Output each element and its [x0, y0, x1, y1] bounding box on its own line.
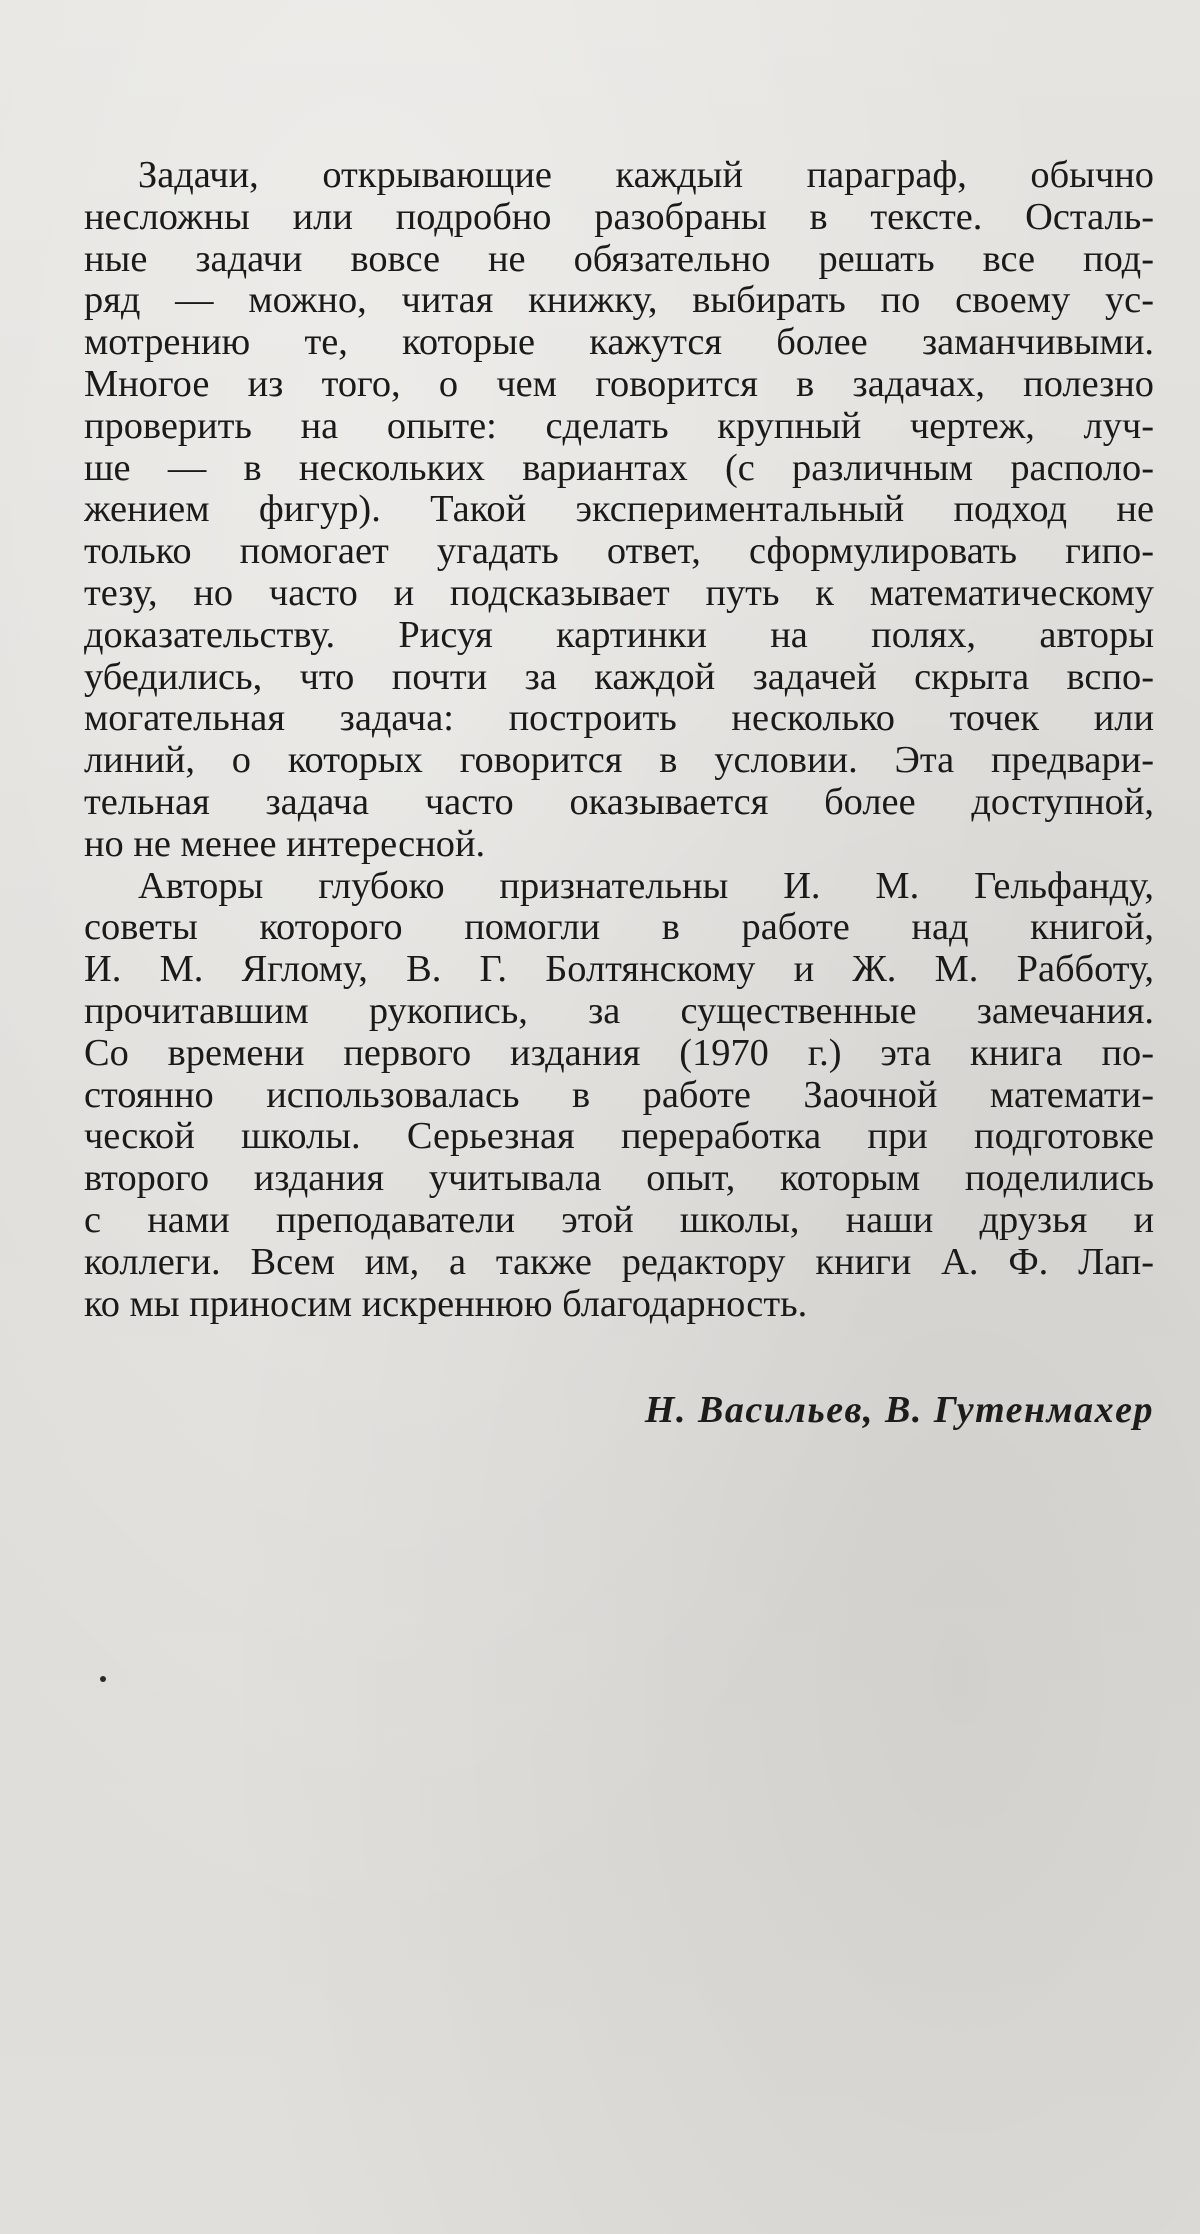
paragraph-1-line: тезу, но часто и подсказывает путь к математическому: [84, 572, 1154, 614]
paragraph-1-line: проверить на опыте: сделать крупный чертеж, луч-: [84, 405, 1154, 447]
paragraph-1-line: мотрению те, которые кажутся более заманчивыми.: [84, 322, 1154, 364]
paragraph-2-line: И. М. Яглому, В. Г. Болтянскому и Ж. М. Рабботу,: [84, 949, 1154, 991]
paragraph-1-line: ряд — можно, читая книжку, выбирать по своему ус-: [84, 280, 1154, 322]
paragraph-2-line: советы которого помогли в работе над книгой,: [84, 907, 1154, 949]
paragraph-2-line: ческой школы. Серьезная переработка при подготовке: [84, 1116, 1154, 1158]
paragraph-2-line: коллеги. Всем им, а также редактору книги А. Ф. Лап-: [84, 1241, 1154, 1283]
paragraph-2-line: Со времени первого издания (1970 г.) эта книга по-: [84, 1032, 1154, 1074]
paragraph-1-line: Многое из того, о чем говорится в задачах, полезно: [84, 363, 1154, 405]
paragraph-1-line: могательная задача: построить несколько точек или: [84, 698, 1154, 740]
authors-signature: Н. Васильев, В. Гутенмахер: [644, 1389, 1154, 1431]
paragraph-1-line: линий, о которых говорится в условии. Эта предвари-: [84, 740, 1154, 782]
preface-text: [84, 155, 1154, 1325]
paragraph-1-line: убедились, что почти за каждой задачей скрыта вспо-: [84, 656, 1154, 698]
paragraph-1-line: несложны или подробно разобраны в тексте. Осталь-: [84, 196, 1154, 238]
paragraph-1-line: жением фигур). Такой экспериментальный подход не: [84, 489, 1154, 531]
paragraph-2-line: Авторы глубоко признательны И. М. Гельфанду,: [138, 865, 1154, 907]
print-speck: [100, 1676, 106, 1682]
paragraph-2-line: прочитавшим рукопись, за существенные замечания.: [84, 990, 1154, 1032]
paragraph-1-line: ше — в нескольких вариантах (с различным располо-: [84, 447, 1154, 489]
paragraph-2-line: стоянно использовалась в работе Заочной математи-: [84, 1074, 1154, 1116]
paragraph-2-line: с нами преподаватели этой школы, наши друзья и: [84, 1199, 1154, 1241]
paragraph-1-line: ные задачи вовсе не обязательно решать все под-: [84, 238, 1154, 280]
paragraph-1-line: тельная задача часто оказывается более доступной,: [84, 781, 1154, 823]
paragraph-1-line: только помогает угадать ответ, сформулировать гипо-: [84, 531, 1154, 573]
paragraph-2-line: ко мы приносим искреннюю благодарность.: [84, 1283, 808, 1325]
paragraph-1-line: доказательству. Рисуя картинки на полях, авторы: [84, 614, 1154, 656]
paragraph-2-line: второго издания учитывала опыт, которым поделились: [84, 1158, 1154, 1200]
paragraph-1-line: но не менее интересной.: [84, 823, 486, 865]
paragraph-1-line: Задачи, открывающие каждый параграф, обычно: [138, 155, 1154, 196]
